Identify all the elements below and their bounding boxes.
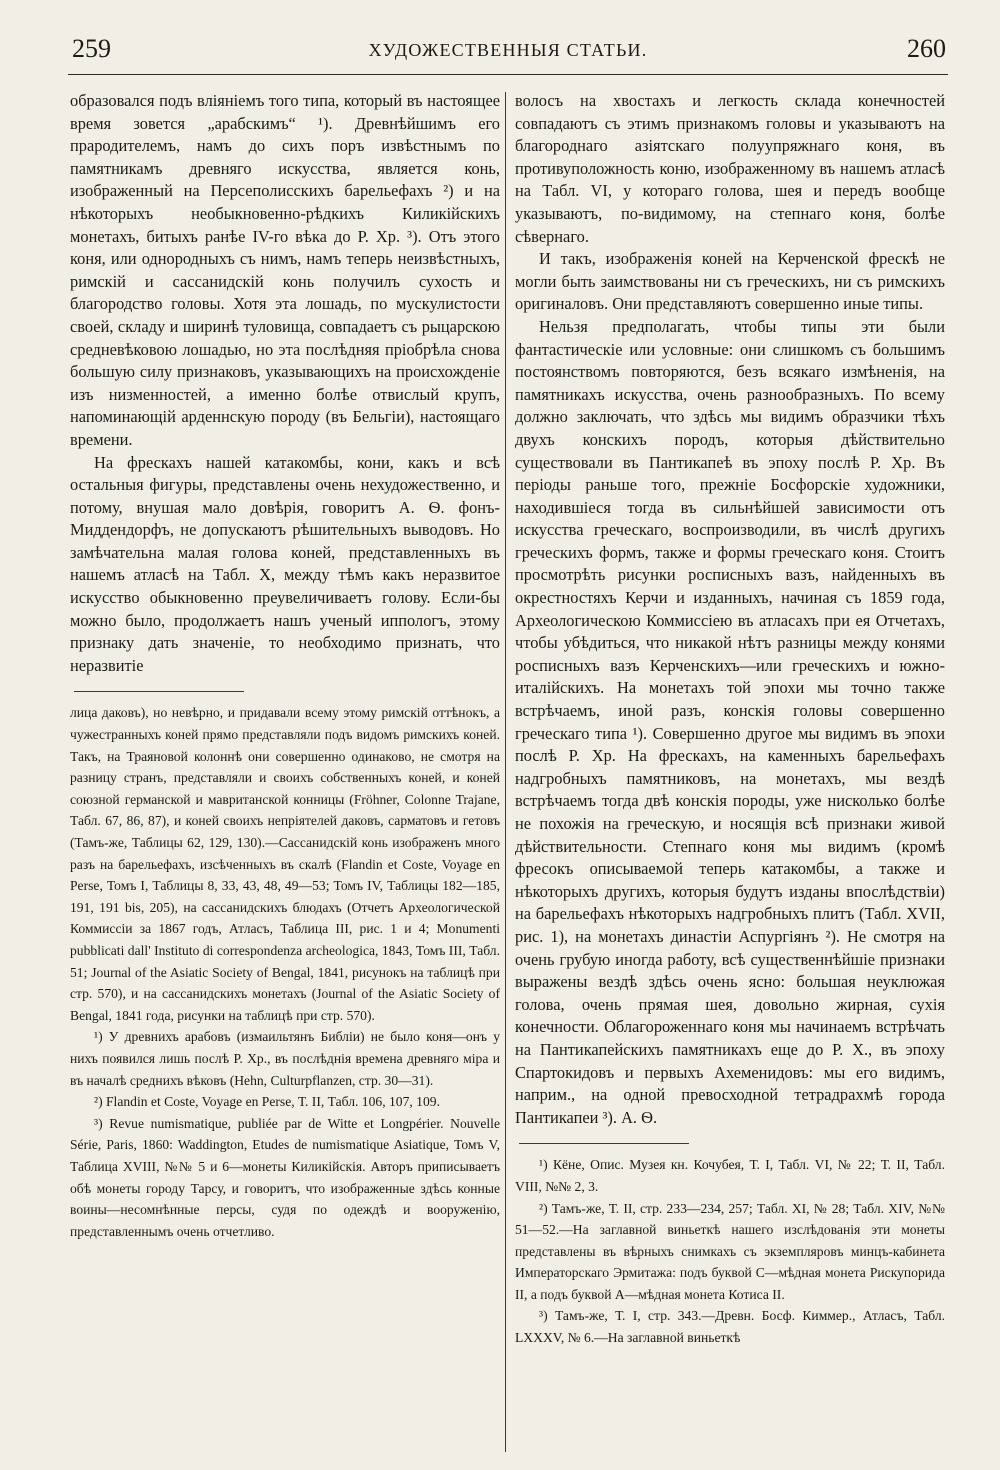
left-paragraph-1: образовался подъ вліяніемъ того типа, который въ настоящее время зовется „арабскимъ“ ¹). Древнѣйшимъ его прародителемъ, намъ до сихъ поръ извѣстнымъ по памятникамъ древняго искусства, является конь, изображенный на Персеполисскихъ барельефахъ ²) и на нѣкоторыхъ необыкновенно-рѣдкихъ Киликійскихъ монетахъ, битыхъ ранѣе IV-го вѣка до Р. Хр. ³). Отъ этого коня, или однородныхъ съ нимъ, намъ теперь неизвѣстныхъ, римскій и сассанидскій конь получилъ сухость и благородство головы. Хотя эта лошадь, по мускулистости своей, складу и ширинѣ туловища, совпадаетъ съ рыцарскою средневѣковою лошадью, но эта послѣдняя пріобрѣла снова большую силу признаковъ, указывающихъ на происхожденіе изъ низменностей, а именно болѣе отвислый крупъ, напоминающій арденнскую породу (въ Бельгіи), настоящаго времени.: [70, 91, 500, 449]
left-main-text: [70, 90, 500, 677]
right-paragraph-3: Нельзя предполагать, чтобы типы эти были фантастическіе или условные: они слишкомъ съ большимъ постоянствомъ повторяются, безъ всякаго измѣненія, на памятникахъ искусства, очень разнообразныхъ. По всему должно заключать, что здѣсь мы видимъ образчики тѣхъ двухъ конскихъ породъ, которыя дѣйствительно существовали въ Пантикапеѣ въ эпоху послѣ Р. Хр. Въ періоды раньше того, прежніе Босфорскіе художники, находившіеся тогда въ сильнѣйшей зависимости отъ искусства греческаго, воспроизводили, въ числѣ другихъ греческихъ формъ, также и формы греческаго коня. Стоитъ просмотрѣть рисунки росписныхъ вазъ, найденныхъ въ окрестностяхъ Керчи и изданныхъ, начиная съ 1859 года, Археологическою Коммиссіею въ атласахъ при ея Отчетахъ, чтобы убѣдиться, что никакой нѣтъ разницы между конями росписныхъ вазъ Керченскихъ—или греческихъ и южно-италійскихъ. На монетахъ той эпохи мы точно также встрѣчаемъ, иной разъ, конскія головы совершенно греческаго типа ¹). Совершенно другое мы видимъ въ эпохи послѣ Р. Хр. На фрескахъ, на каменныхъ барельефахъ надгробныхъ памятниковъ, на монетахъ, мы вездѣ встрѣчаемъ тогда двѣ конскія породы, уже нисколько болѣе не похожія на греческую, и носящія всѣ признаки живой дѣйствительности. Степнаго коня мы видимъ (кромѣ фресокъ описываемой теперь катакомбы, а также и нѣкоторыхъ другихъ, которыя будутъ изданы впослѣдствіи) на барельефахъ нѣкоторыхъ надгробныхъ плитъ (Табл. XVII, рис. 1), на монетахъ династіи Аспургіянъ ²). Не смотря на очень грубую иногда работу, всѣ существеннѣйшіе признаки выражены вездѣ здѣсь очень ясно: большая неуклюжая голова, очень прямая шея, довольно жирная, сухія конечности. Облагороженнаго коня мы начинаемъ встрѣчать на Пантикапейскихъ памятникахъ еще до Р. Х., въ эпоху Спартокидовъ и первыхъ Ахеменидовъ: мы его видимъ, наприм., на одной превосходной тетрадрахмѣ города Пантикапеи ³). А. Ѳ.: [515, 316, 945, 1127]
page-number-right: 260: [907, 34, 946, 63]
right-main-text: [515, 90, 945, 1129]
right-footnotes: [515, 1154, 945, 1348]
page-number-left: 259: [72, 34, 111, 63]
left-footnote-1: ¹) У древнихъ арабовъ (измаильтянъ Библіи) не было коня—онъ у нихъ появился лишь послѣ Р. Хр., въ послѣднія времена древняго міра и въ началѣ среднихъ вѣковъ (Hehn, Culturpflanzen, стр. 30—31).: [70, 1029, 500, 1088]
right-footnote-3: ³) Тамъ-же, Т. I, стр. 343.—Древн. Босф. Киммер., Атласъ, Табл. LXXXV, № 6.—На заглавной виньеткѣ: [515, 1308, 945, 1346]
left-footnote-continuation: лица даковъ), но невѣрно, и придавали всему этому римскій оттѣнокъ, а чужестранныхъ коней прямо представляли подъ видомъ римскихъ коней. Такъ, на Траяновой колоннѣ они совершенно одинаково, не смотря на разницу странъ, представляли и своихъ собственныхъ коней, и коней союзной германской и мавританской конницы (Fröhner, Colonne Trajane, Табл. 67, 86, 87), и коней своихъ непріятелей даковъ, сарматовъ и гетовъ (Тамъ-же, Таблицы 62, 129, 130).—Сассанидскій конь изображенъ много разъ на барельефахъ, изсѣченныхъ въ скалѣ (Flandin et Coste, Voyage en Perse, Томъ I, Таблицы 8, 33, 43, 48, 49—53; Томъ IV, Таблицы 182—185, 191, 191 bis, 205), на сассанидскихъ блюдахъ (Отчетъ Археологической Коммиссіи за 1867 годъ, Атласъ, Таблица III, рис. 1 и 4; Monumenti pubblicati dall' Instituto di correspondenza archeologica, 1843, Томъ III, Табл. 51; Journal of the Asiatic Society of Bengal, 1841, рисунокъ на таблицѣ при стр. 570), и на сассанидскихъ монетахъ (Journal of the Asiatic Society of Bengal, 1841 года, рисунки на таблицѣ при стр. 570).: [70, 705, 500, 1023]
column-divider: [505, 92, 506, 1452]
right-footnote-2: ²) Тамъ-же, Т. II, стр. 233—234, 257; Табл. XI, № 28; Табл. XIV, №№ 51—52.—На заглавной виньеткѣ нашего изслѣдованія эти монеты представлены въ вѣрныхъ снимкахъ съ экземпляровъ минцъ-кабинета Императорскаго Эрмитажа: подъ буквой С—мѣдная монета Рискупорида II, а подъ буквой А—мѣдная монета Котиса II.: [515, 1200, 945, 1302]
left-footnotes: [70, 702, 500, 1242]
right-footnote-1: ¹) Кёне, Опис. Музея кн. Кочубея, Т. I, Табл. VI, № 22; Т. II, Табл. VIII, №№ 2, 3.: [515, 1157, 945, 1194]
left-footnote-3: ³) Revue numismatique, publiée par de Witte et Longpérier. Nouvelle Série, Paris, 1860: Waddington, Etudes de numismatique Asiatique, Томъ V, Таблица XVIII, №№ 5 и 6—монеты Киликійскія. Авторъ приписываетъ обѣ монеты городу Тарсу, и говоритъ, что изображенные здѣсь конные воины—несомнѣнные персы, судя по одеждѣ и вооруженію, представленнымъ очень отчетливо.: [70, 1115, 500, 1239]
page-header: [68, 34, 948, 75]
running-title: ХУДОЖЕСТВЕННЫЯ СТАТЬИ.: [368, 40, 648, 60]
left-paragraph-2: На фрескахъ нашей катакомбы, кони, какъ и всѣ остальныя фигуры, представлены очень нехудожественно, и потому, внушая мало довѣрія, говоритъ А. Ѳ. фонъ-Миддендорфъ, не допускаютъ рѣшительныхъ выводовъ. Но замѣчательна малая голова коней, представленныхъ въ нашемъ атласѣ на Табл. X, между тѣмъ какъ неразвитое искусство обыкновенно преувеличиваетъ голову. Если-бы можно было, продолжаетъ нашъ ученый иппологъ, этому признаку дать значеніе, то необходимо признать, что неразвитіе: [70, 452, 500, 675]
left-footnote-2: ²) Flandin et Coste, Voyage en Perse, Т. II, Табл. 106, 107, 109.: [94, 1094, 440, 1110]
footnote-separator-right: [519, 1143, 689, 1144]
left-column: [70, 90, 500, 1242]
right-column: [515, 90, 945, 1349]
footnote-separator-left: [74, 691, 244, 692]
right-paragraph-2: И такъ, изображенія коней на Керченской фрескѣ не могли быть заимствованы ни съ греческихъ, ни съ римскихъ оригиналовъ. Они представляютъ совершенно иные типы.: [515, 249, 945, 314]
right-paragraph-1: волосъ на хвостахъ и легкость склада конечностей совпадаютъ съ этимъ признакомъ головы и указываютъ на благороднаго азіятскаго полуупряжнаго коня, въ противуположность коню, изображенному въ нашемъ атласѣ на Табл. VI, у котораго голова, шея и передъ вообще указываютъ, по-видимому, на степнаго коня, болѣе сѣвернаго.: [515, 91, 945, 246]
